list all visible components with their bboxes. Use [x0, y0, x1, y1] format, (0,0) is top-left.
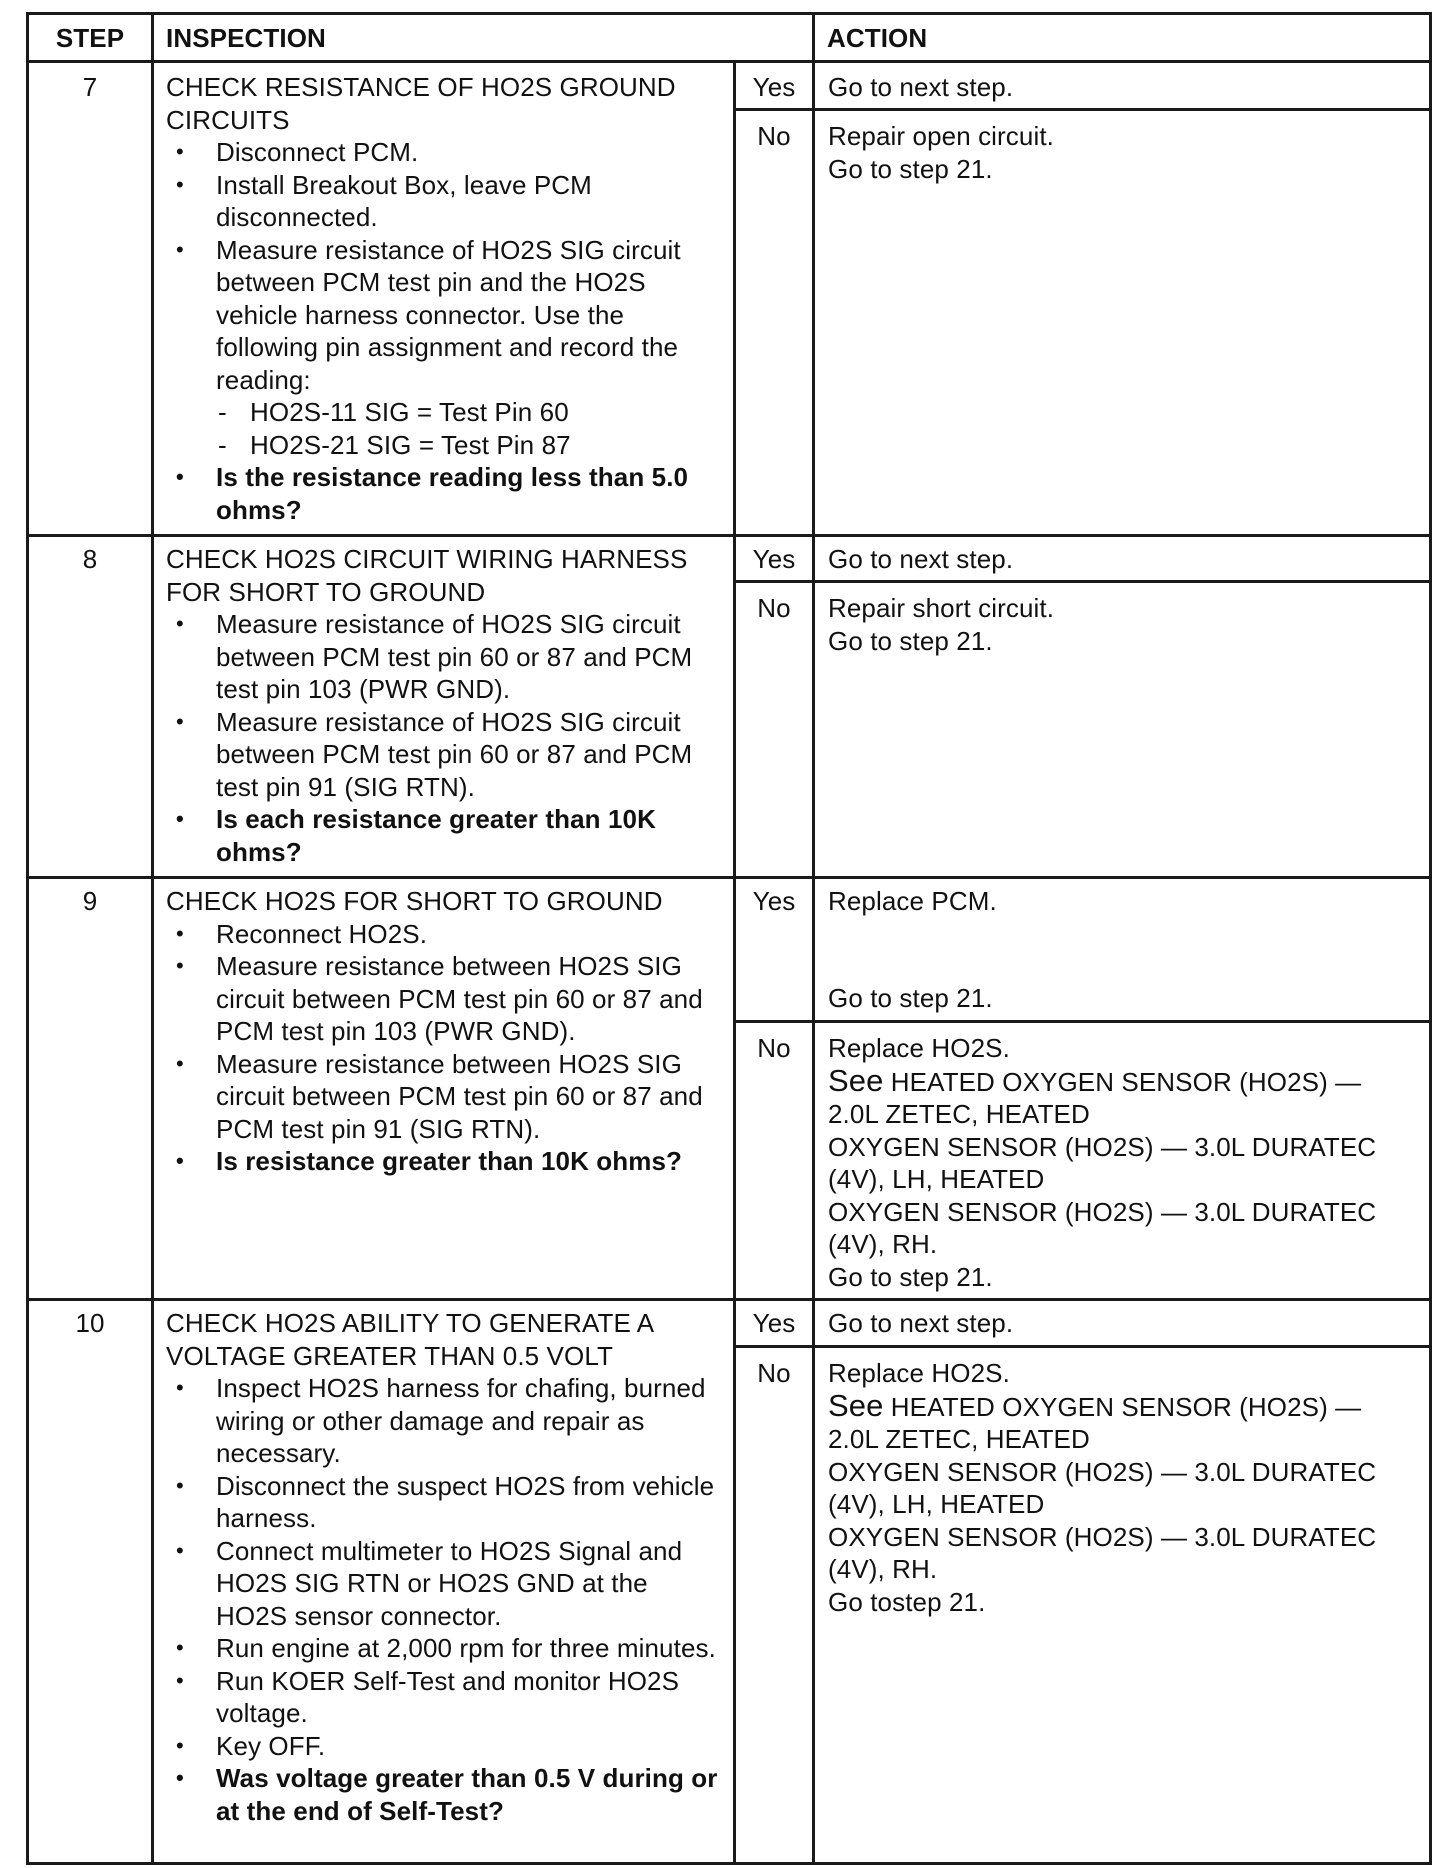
action-text: Repair open circuit.	[828, 121, 1054, 151]
inspection-question: • Is each resistance greater than 10K ohms?	[166, 803, 726, 868]
step-8-inspection	[166, 543, 726, 868]
pin-assignment-list	[216, 396, 726, 461]
inspection-list	[166, 136, 726, 526]
no-label: No	[757, 1033, 791, 1063]
header-inspection: INSPECTION	[166, 23, 326, 53]
inspection-list	[166, 918, 726, 1178]
yesno-column-divider	[733, 60, 736, 1865]
goto-step-text: Go to step 21.	[828, 153, 993, 184]
list-item: • Key OFF.	[166, 1730, 726, 1763]
goto-step-text: Go to step 21.	[828, 1261, 993, 1292]
yes-no-divider-8	[733, 580, 1432, 583]
no-label: No	[757, 121, 791, 151]
reference-text: (4V), RH.	[828, 1229, 938, 1259]
see-reference	[828, 1387, 1420, 1424]
yes-action	[828, 543, 1420, 576]
step-number: 7	[82, 72, 98, 102]
inspection-list	[166, 608, 726, 868]
header-divider	[26, 60, 1432, 63]
reference-text: OXYGEN SENSOR (HO2S) — 3.0L DURATEC	[828, 1196, 1377, 1227]
yes-label: Yes	[752, 886, 796, 916]
step-title: CHECK HO2S CIRCUIT WIRING HARNESS FOR SHORT TO GROUND	[166, 544, 688, 607]
step-title: CHECK HO2S ABILITY TO GENERATE A VOLTAGE GREATER THAN 0.5 VOLT	[166, 1308, 653, 1371]
table-border-top	[26, 12, 1432, 15]
list-item: • Run engine at 2,000 rpm for three minutes.	[166, 1632, 726, 1665]
list-item: • Disconnect the suspect HO2S from vehicle harness.	[166, 1470, 726, 1535]
sub-list-item: - HO2S-21 SIG = Test Pin 87	[216, 429, 726, 462]
row-divider-9-10	[26, 1298, 1432, 1301]
goto-step-text: Go to step 21.	[828, 983, 993, 1013]
table-border-right	[1429, 12, 1432, 1865]
step-column-divider	[151, 12, 154, 1865]
reference-text: OXYGEN SENSOR (HO2S) — 3.0L DURATEC	[828, 1456, 1377, 1487]
action-text: Go to next step.	[828, 72, 1014, 102]
step-7-inspection	[166, 71, 726, 526]
row-divider-8-9	[26, 876, 1432, 879]
table-border-bottom	[26, 1862, 1432, 1865]
no-action	[828, 120, 1420, 185]
step-number: 10	[75, 1308, 105, 1338]
action-text: Replace HO2S.	[828, 1358, 1010, 1388]
list-item: • Measure resistance of HO2S SIG circuit between PCM test pin 60 or 87 and PCM test pin 103 (PWR GND).	[166, 608, 726, 706]
reference-text: OXYGEN SENSOR (HO2S) — 3.0L DURATEC	[828, 1131, 1377, 1162]
header-step: STEP	[55, 23, 125, 53]
reference-text: 2.0L ZETEC, HEATED	[828, 1099, 1090, 1129]
table-border-left	[26, 12, 29, 1865]
list-item-text: Measure resistance of HO2S SIG circuit between PCM test pin and the HO2S vehicle harness connector. Use the following pin assignment and record the reading:	[216, 234, 681, 395]
yes-action	[828, 885, 1420, 918]
goto-step-text: Go to step 21.	[828, 625, 993, 656]
reference-text: 2.0L ZETEC, HEATED	[828, 1424, 1090, 1454]
yes-label: Yes	[752, 1308, 796, 1338]
no-action	[828, 592, 1420, 657]
action-text: Replace PCM.	[828, 886, 997, 916]
reference-text: (4V), RH.	[828, 1554, 938, 1584]
step-number: 9	[82, 886, 98, 916]
list-item: • Connect multimeter to HO2S Signal and HO2S SIG RTN or HO2S GND at the HO2S sensor connector.	[166, 1535, 726, 1633]
row-divider-7-8	[26, 534, 1432, 537]
header-action: ACTION	[827, 23, 928, 53]
goto-step-text: Go tostep 21.	[828, 1586, 986, 1617]
step-title: CHECK HO2S FOR SHORT TO GROUND	[166, 886, 663, 916]
step-10-inspection	[166, 1307, 726, 1827]
step-number: 8	[82, 544, 98, 574]
action-column-divider	[812, 12, 815, 1865]
sub-list-item: - HO2S-11 SIG = Test Pin 60	[216, 396, 726, 429]
list-item: • Inspect HO2S harness for chafing, burned wiring or other damage and repair as necessary.	[166, 1372, 726, 1470]
action-text: Replace HO2S.	[828, 1033, 1010, 1063]
yes-label: Yes	[752, 544, 796, 574]
inspection-question: • Is resistance greater than 10K ohms?	[166, 1145, 726, 1178]
list-item	[166, 234, 726, 462]
yes-no-divider-10	[733, 1345, 1432, 1348]
action-text: Go to next step.	[828, 544, 1014, 574]
list-item: • Measure resistance of HO2S SIG circuit between PCM test pin 60 or 87 and PCM test pin 91 (SIG RTN).	[166, 706, 726, 804]
see-label: See	[828, 1062, 884, 1098]
no-label: No	[757, 593, 791, 623]
no-label: No	[757, 1358, 791, 1388]
list-item: • Measure resistance between HO2S SIG circuit between PCM test pin 60 or 87 and PCM test pin 91 (SIG RTN).	[166, 1048, 726, 1146]
yes-no-divider-9	[733, 1020, 1432, 1023]
inspection-question: • Was voltage greater than 0.5 V during or at the end of Self-Test?	[166, 1762, 726, 1827]
list-item: • Install Breakout Box, leave PCM disconnected.	[166, 169, 726, 234]
see-reference	[828, 1062, 1420, 1099]
list-item: • Disconnect PCM.	[166, 136, 726, 169]
list-item: • Measure resistance between HO2S SIG circuit between PCM test pin 60 or 87 and PCM test pin 103 (PWR GND).	[166, 950, 726, 1048]
yes-no-divider-7	[733, 108, 1432, 111]
inspection-list	[166, 1372, 726, 1827]
reference-text: OXYGEN SENSOR (HO2S) — 3.0L DURATEC	[828, 1521, 1377, 1552]
action-text: Repair short circuit.	[828, 593, 1055, 623]
reference-text: HEATED OXYGEN SENSOR (HO2S) —	[883, 1391, 1362, 1422]
reference-text: (4V), LH, HEATED	[828, 1489, 1045, 1519]
no-action	[828, 1357, 1420, 1618]
inspection-question: • Is the resistance reading less than 5.0 ohms?	[166, 461, 726, 526]
no-action	[828, 1032, 1420, 1293]
action-text: Go to next step.	[828, 1308, 1014, 1338]
list-item: • Reconnect HO2S.	[166, 918, 726, 951]
yes-action	[828, 1307, 1420, 1340]
step-9-inspection	[166, 885, 726, 1178]
reference-text: (4V), LH, HEATED	[828, 1164, 1045, 1194]
reference-text: HEATED OXYGEN SENSOR (HO2S) —	[883, 1066, 1362, 1097]
see-label: See	[828, 1387, 884, 1423]
yes-label: Yes	[752, 72, 796, 102]
step-title: CHECK RESISTANCE OF HO2S GROUND CIRCUITS	[166, 72, 676, 135]
yes-action	[828, 71, 1420, 104]
list-item: • Run KOER Self-Test and monitor HO2S voltage.	[166, 1665, 726, 1730]
